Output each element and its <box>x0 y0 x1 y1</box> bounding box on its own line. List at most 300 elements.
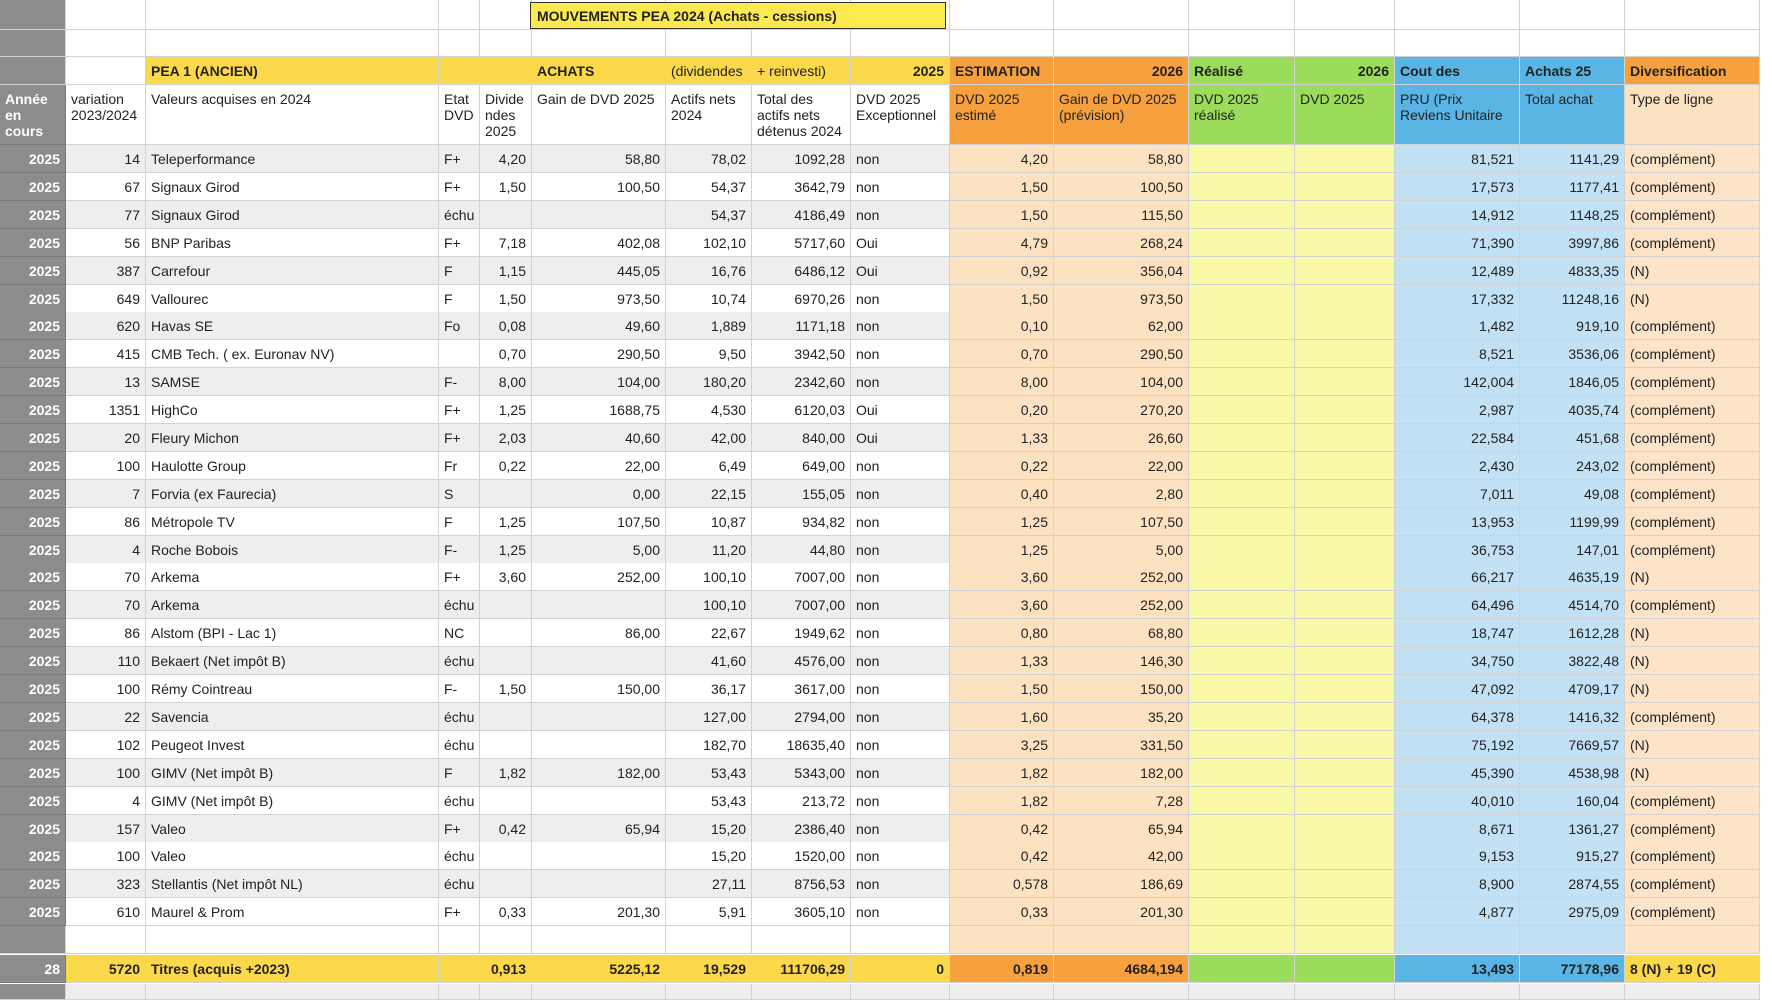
cell-variation[interactable]: 620 <box>66 312 146 340</box>
empty-cell[interactable] <box>0 984 66 1000</box>
cell-gain-dvd[interactable] <box>532 591 666 619</box>
empty-cell[interactable] <box>666 30 752 57</box>
cell-actifs-nets[interactable]: 6,49 <box>666 452 752 480</box>
cell-total-achat[interactable]: 49,08 <box>1520 480 1625 508</box>
cell-valeur[interactable]: Roche Bobois <box>146 536 439 564</box>
cell-dvd-2025[interactable] <box>1295 257 1395 285</box>
cell-gain-dvd[interactable] <box>532 870 666 898</box>
cell-actifs-nets[interactable]: 27,11 <box>666 870 752 898</box>
cell-dividendes[interactable] <box>480 787 532 815</box>
cell-variation[interactable]: 157 <box>66 815 146 843</box>
total-etat-dvd[interactable] <box>439 955 480 983</box>
cell-valeur[interactable]: Carrefour <box>146 257 439 285</box>
section-header-dividendes[interactable] <box>480 57 532 85</box>
cell-variation[interactable]: 100 <box>66 452 146 480</box>
section-header-annee[interactable] <box>0 57 66 85</box>
cell-annee[interactable]: 2025 <box>0 173 66 201</box>
cell-dividendes[interactable] <box>480 480 532 508</box>
cell-total-achat[interactable]: 1177,41 <box>1520 173 1625 201</box>
cell-etat-dvd[interactable]: échu <box>439 647 480 675</box>
cell-dvd-2025[interactable] <box>1295 563 1395 591</box>
cell-variation[interactable]: 4 <box>66 787 146 815</box>
empty-cell[interactable] <box>1295 0 1395 30</box>
empty-cell[interactable] <box>1054 30 1189 57</box>
total-dvd-2025[interactable] <box>1295 955 1395 983</box>
column-header-total-actifs[interactable]: Total des actifs nets détenus 2024 <box>752 85 851 145</box>
cell-actifs-nets[interactable]: 78,02 <box>666 145 752 173</box>
cell-pru[interactable]: 12,489 <box>1395 257 1520 285</box>
total-total-achat[interactable]: 77178,96 <box>1520 955 1625 983</box>
empty-cell[interactable] <box>1520 0 1625 30</box>
empty-cell[interactable] <box>480 30 532 57</box>
column-header-variation[interactable]: variation 2023/2024 <box>66 85 146 145</box>
cell-gain-dvd[interactable]: 973,50 <box>532 285 666 313</box>
cell-dvd-2025[interactable] <box>1295 285 1395 313</box>
cell-variation[interactable]: 102 <box>66 731 146 759</box>
column-header-gain-prevision[interactable]: Gain de DVD 2025 (prévision) <box>1054 85 1189 145</box>
empty-cell[interactable] <box>66 0 146 30</box>
cell-total-actifs[interactable]: 4576,00 <box>752 647 851 675</box>
cell-etat-dvd[interactable]: F+ <box>439 563 480 591</box>
cell-annee[interactable]: 2025 <box>0 591 66 619</box>
total-dividendes[interactable]: 0,913 <box>480 955 532 983</box>
section-header-etat-dvd[interactable] <box>439 57 480 85</box>
cell-dvd-realise[interactable] <box>1189 396 1295 424</box>
cell-dividendes[interactable]: 0,22 <box>480 452 532 480</box>
total-gain-dvd[interactable]: 5225,12 <box>532 955 666 983</box>
cell-total-achat[interactable]: 1416,32 <box>1520 703 1625 731</box>
cell-actifs-nets[interactable]: 53,43 <box>666 759 752 787</box>
cell-variation[interactable]: 100 <box>66 759 146 787</box>
cell-dvd-estime[interactable]: 0,92 <box>950 257 1054 285</box>
cell-dividendes[interactable]: 0,33 <box>480 898 532 926</box>
cell-total-actifs[interactable]: 213,72 <box>752 787 851 815</box>
cell-valeur[interactable]: CMB Tech. ( ex. Euronav NV) <box>146 340 439 368</box>
section-header-dvd-realise[interactable]: Réalisé <box>1189 57 1295 85</box>
cell-gain-prevision[interactable]: 7,28 <box>1054 787 1189 815</box>
cell-dvd-realise[interactable] <box>1189 229 1295 257</box>
cell-etat-dvd[interactable]: F+ <box>439 815 480 843</box>
cell-actifs-nets[interactable]: 15,20 <box>666 815 752 843</box>
cell-annee[interactable]: 2025 <box>0 285 66 313</box>
cell-total-actifs[interactable]: 649,00 <box>752 452 851 480</box>
cell-total-actifs[interactable]: 5343,00 <box>752 759 851 787</box>
cell-type-ligne[interactable]: (complément) <box>1625 703 1760 731</box>
cell-gain-dvd[interactable]: 0,00 <box>532 480 666 508</box>
cell-pru[interactable]: 2,987 <box>1395 396 1520 424</box>
cell-dividendes[interactable] <box>480 870 532 898</box>
cell-dvd-estime[interactable]: 1,33 <box>950 647 1054 675</box>
cell-variation[interactable]: 1351 <box>66 396 146 424</box>
empty-cell[interactable] <box>1295 30 1395 57</box>
cell-total-actifs[interactable]: 840,00 <box>752 424 851 452</box>
cell-pru[interactable]: 142,004 <box>1395 368 1520 396</box>
cell-dvd-realise[interactable] <box>1189 368 1295 396</box>
column-header-pru[interactable]: PRU (Prix Reviens Unitaire <box>1395 85 1520 145</box>
cell-dvd-2025[interactable] <box>1295 619 1395 647</box>
cell-actifs-nets[interactable]: 16,76 <box>666 257 752 285</box>
empty-cell[interactable] <box>666 984 752 1000</box>
cell-variation[interactable]: 13 <box>66 368 146 396</box>
cell-gain-dvd[interactable]: 182,00 <box>532 759 666 787</box>
cell-dividendes[interactable]: 8,00 <box>480 368 532 396</box>
cell-gain-prevision[interactable]: 65,94 <box>1054 815 1189 843</box>
cell-valeur[interactable]: GIMV (Net impôt B) <box>146 759 439 787</box>
cell-dvd-estime[interactable]: 0,33 <box>950 898 1054 926</box>
cell-total-actifs[interactable]: 4186,49 <box>752 201 851 229</box>
cell-total-achat[interactable]: 4833,35 <box>1520 257 1625 285</box>
empty-cell[interactable] <box>752 30 851 57</box>
cell-gain-dvd[interactable]: 49,60 <box>532 312 666 340</box>
cell-etat-dvd[interactable]: F- <box>439 675 480 703</box>
cell-gain-prevision[interactable]: 115,50 <box>1054 201 1189 229</box>
cell-total-actifs[interactable]: 6486,12 <box>752 257 851 285</box>
cell-dividendes[interactable]: 1,15 <box>480 257 532 285</box>
cell-dividendes[interactable]: 2,03 <box>480 424 532 452</box>
cell-gain-dvd[interactable] <box>532 201 666 229</box>
empty-cell[interactable] <box>66 30 146 57</box>
empty-cell[interactable] <box>1625 30 1760 57</box>
empty-cell[interactable] <box>480 984 532 1000</box>
cell-actifs-nets[interactable]: 5,91 <box>666 898 752 926</box>
empty-cell[interactable] <box>439 30 480 57</box>
cell-dvd-2025[interactable] <box>1295 229 1395 257</box>
cell-total-actifs[interactable]: 1092,28 <box>752 145 851 173</box>
cell-gain-dvd[interactable]: 86,00 <box>532 619 666 647</box>
cell-dvd-realise[interactable] <box>1189 285 1295 313</box>
cell-dvd-2025[interactable] <box>1295 675 1395 703</box>
empty-cell[interactable] <box>851 30 950 57</box>
column-header-dvd-2025[interactable]: DVD 2025 <box>1295 85 1395 145</box>
cell-total-actifs[interactable]: 7007,00 <box>752 563 851 591</box>
cell-pru[interactable]: 13,953 <box>1395 508 1520 536</box>
cell-type-ligne[interactable]: (N) <box>1625 257 1760 285</box>
cell-total-achat[interactable]: 919,10 <box>1520 312 1625 340</box>
cell-dvd-exceptionnel[interactable]: non <box>851 312 950 340</box>
cell-annee[interactable]: 2025 <box>0 257 66 285</box>
cell-gain-dvd[interactable]: 1688,75 <box>532 396 666 424</box>
cell-actifs-nets[interactable]: 36,17 <box>666 675 752 703</box>
column-header-total-achat[interactable]: Total achat <box>1520 85 1625 145</box>
cell-total-achat[interactable]: 2874,55 <box>1520 870 1625 898</box>
cell-valeur[interactable]: SAMSE <box>146 368 439 396</box>
cell-type-ligne[interactable]: (complément) <box>1625 787 1760 815</box>
cell-type-ligne[interactable]: (complément) <box>1625 842 1760 870</box>
cell-gain-prevision[interactable]: 104,00 <box>1054 368 1189 396</box>
cell-gain-dvd[interactable]: 100,50 <box>532 173 666 201</box>
cell-variation[interactable]: 110 <box>66 647 146 675</box>
empty-cell[interactable] <box>1189 0 1295 30</box>
empty-cell[interactable] <box>0 0 66 30</box>
cell-dvd-realise[interactable] <box>1189 675 1295 703</box>
total-pru[interactable]: 13,493 <box>1395 955 1520 983</box>
cell-etat-dvd[interactable]: F+ <box>439 173 480 201</box>
cell-gain-dvd[interactable]: 40,60 <box>532 424 666 452</box>
cell-gain-prevision[interactable]: 290,50 <box>1054 340 1189 368</box>
cell-gain-prevision[interactable]: 42,00 <box>1054 842 1189 870</box>
cell-valeur[interactable]: Valeo <box>146 842 439 870</box>
cell-dvd-realise[interactable] <box>1189 480 1295 508</box>
cell-dividendes[interactable] <box>480 731 532 759</box>
total-annee[interactable]: 28 <box>0 955 66 983</box>
cell-pru[interactable]: 8,671 <box>1395 815 1520 843</box>
cell-dividendes[interactable]: 7,18 <box>480 229 532 257</box>
empty-cell[interactable] <box>1520 984 1625 1000</box>
cell-dvd-realise[interactable] <box>1189 591 1295 619</box>
cell-annee[interactable]: 2025 <box>0 563 66 591</box>
cell-dvd-estime[interactable]: 0,22 <box>950 452 1054 480</box>
empty-cell[interactable] <box>1189 926 1295 954</box>
cell-dvd-2025[interactable] <box>1295 815 1395 843</box>
cell-dvd-2025[interactable] <box>1295 647 1395 675</box>
empty-cell[interactable] <box>950 30 1054 57</box>
cell-valeur[interactable]: Signaux Girod <box>146 201 439 229</box>
cell-gain-prevision[interactable]: 68,80 <box>1054 619 1189 647</box>
empty-cell[interactable] <box>1054 984 1189 1000</box>
cell-dvd-estime[interactable]: 1,25 <box>950 536 1054 564</box>
empty-cell[interactable] <box>532 30 666 57</box>
cell-variation[interactable]: 415 <box>66 340 146 368</box>
cell-total-achat[interactable]: 3997,86 <box>1520 229 1625 257</box>
empty-cell[interactable] <box>532 926 666 954</box>
cell-total-actifs[interactable]: 1171,18 <box>752 312 851 340</box>
cell-dvd-exceptionnel[interactable]: non <box>851 619 950 647</box>
cell-actifs-nets[interactable]: 22,15 <box>666 480 752 508</box>
cell-etat-dvd[interactable]: F- <box>439 368 480 396</box>
total-variation[interactable]: 5720 <box>66 955 146 983</box>
cell-type-ligne[interactable]: (complément) <box>1625 815 1760 843</box>
cell-dvd-realise[interactable] <box>1189 703 1295 731</box>
cell-pru[interactable]: 17,573 <box>1395 173 1520 201</box>
cell-dividendes[interactable]: 3,60 <box>480 563 532 591</box>
cell-total-achat[interactable]: 3822,48 <box>1520 647 1625 675</box>
total-dvd-estime[interactable]: 0,819 <box>950 955 1054 983</box>
cell-valeur[interactable]: Bekaert (Net impôt B) <box>146 647 439 675</box>
cell-dvd-2025[interactable] <box>1295 340 1395 368</box>
cell-dvd-estime[interactable]: 1,82 <box>950 759 1054 787</box>
cell-valeur[interactable]: Rémy Cointreau <box>146 675 439 703</box>
cell-gain-dvd[interactable]: 402,08 <box>532 229 666 257</box>
cell-gain-dvd[interactable]: 5,00 <box>532 536 666 564</box>
section-header-dvd-exceptionnel[interactable]: 2025 <box>851 57 950 85</box>
column-header-dvd-realise[interactable]: DVD 2025 réalisé <box>1189 85 1295 145</box>
cell-etat-dvd[interactable] <box>439 340 480 368</box>
cell-pru[interactable]: 17,332 <box>1395 285 1520 313</box>
cell-dvd-realise[interactable] <box>1189 647 1295 675</box>
cell-gain-prevision[interactable]: 186,69 <box>1054 870 1189 898</box>
cell-dividendes[interactable]: 1,50 <box>480 675 532 703</box>
cell-etat-dvd[interactable]: F <box>439 285 480 313</box>
cell-total-achat[interactable]: 1612,28 <box>1520 619 1625 647</box>
cell-dvd-exceptionnel[interactable]: non <box>851 536 950 564</box>
cell-gain-prevision[interactable]: 268,24 <box>1054 229 1189 257</box>
empty-cell[interactable] <box>1189 30 1295 57</box>
cell-dvd-exceptionnel[interactable]: non <box>851 898 950 926</box>
empty-cell[interactable] <box>146 30 439 57</box>
empty-cell[interactable] <box>1054 926 1189 954</box>
cell-annee[interactable]: 2025 <box>0 870 66 898</box>
column-header-annee[interactable]: Année en cours <box>0 85 66 145</box>
cell-type-ligne[interactable]: (complément) <box>1625 536 1760 564</box>
cell-total-achat[interactable]: 915,27 <box>1520 842 1625 870</box>
cell-type-ligne[interactable]: (complément) <box>1625 452 1760 480</box>
cell-actifs-nets[interactable]: 42,00 <box>666 424 752 452</box>
cell-dvd-realise[interactable] <box>1189 898 1295 926</box>
cell-annee[interactable]: 2025 <box>0 229 66 257</box>
cell-dvd-2025[interactable] <box>1295 759 1395 787</box>
cell-dividendes[interactable] <box>480 647 532 675</box>
cell-total-actifs[interactable]: 1949,62 <box>752 619 851 647</box>
empty-cell[interactable] <box>480 0 532 30</box>
cell-gain-prevision[interactable]: 331,50 <box>1054 731 1189 759</box>
cell-gain-dvd[interactable] <box>532 731 666 759</box>
section-header-variation[interactable] <box>66 57 146 85</box>
cell-actifs-nets[interactable]: 10,74 <box>666 285 752 313</box>
cell-dvd-2025[interactable] <box>1295 201 1395 229</box>
empty-cell[interactable] <box>480 926 532 954</box>
cell-type-ligne[interactable]: (complément) <box>1625 480 1760 508</box>
cell-dvd-2025[interactable] <box>1295 536 1395 564</box>
cell-dvd-exceptionnel[interactable]: non <box>851 563 950 591</box>
cell-pru[interactable]: 34,750 <box>1395 647 1520 675</box>
cell-total-actifs[interactable]: 3642,79 <box>752 173 851 201</box>
cell-total-actifs[interactable]: 2386,40 <box>752 815 851 843</box>
cell-dividendes[interactable]: 0,08 <box>480 312 532 340</box>
cell-actifs-nets[interactable]: 1,889 <box>666 312 752 340</box>
cell-pru[interactable]: 9,153 <box>1395 842 1520 870</box>
cell-annee[interactable]: 2025 <box>0 340 66 368</box>
cell-gain-prevision[interactable]: 58,80 <box>1054 145 1189 173</box>
cell-dvd-exceptionnel[interactable]: non <box>851 703 950 731</box>
cell-dividendes[interactable]: 1,82 <box>480 759 532 787</box>
empty-cell[interactable] <box>950 0 1054 30</box>
cell-pru[interactable]: 75,192 <box>1395 731 1520 759</box>
cell-dvd-exceptionnel[interactable]: non <box>851 508 950 536</box>
cell-variation[interactable]: 22 <box>66 703 146 731</box>
cell-actifs-nets[interactable]: 100,10 <box>666 591 752 619</box>
total-dvd-realise[interactable] <box>1189 955 1295 983</box>
cell-dvd-estime[interactable]: 3,60 <box>950 563 1054 591</box>
empty-cell[interactable] <box>752 984 851 1000</box>
cell-actifs-nets[interactable]: 54,37 <box>666 201 752 229</box>
cell-gain-prevision[interactable]: 252,00 <box>1054 591 1189 619</box>
cell-valeur[interactable]: Vallourec <box>146 285 439 313</box>
cell-dvd-2025[interactable] <box>1295 368 1395 396</box>
cell-pru[interactable]: 47,092 <box>1395 675 1520 703</box>
cell-gain-prevision[interactable]: 150,00 <box>1054 675 1189 703</box>
cell-actifs-nets[interactable]: 9,50 <box>666 340 752 368</box>
cell-total-actifs[interactable]: 2342,60 <box>752 368 851 396</box>
column-header-etat-dvd[interactable]: Etat DVD <box>439 85 480 145</box>
cell-variation[interactable]: 649 <box>66 285 146 313</box>
column-header-dvd-exceptionnel[interactable]: DVD 2025 Exceptionnel <box>851 85 950 145</box>
cell-variation[interactable]: 20 <box>66 424 146 452</box>
cell-dvd-2025[interactable] <box>1295 452 1395 480</box>
cell-variation[interactable]: 4 <box>66 536 146 564</box>
column-header-dvd-estime[interactable]: DVD 2025 estimé <box>950 85 1054 145</box>
cell-pru[interactable]: 8,900 <box>1395 870 1520 898</box>
cell-gain-prevision[interactable]: 201,30 <box>1054 898 1189 926</box>
cell-actifs-nets[interactable]: 127,00 <box>666 703 752 731</box>
cell-total-achat[interactable]: 160,04 <box>1520 787 1625 815</box>
cell-dividendes[interactable] <box>480 201 532 229</box>
cell-dividendes[interactable]: 0,42 <box>480 815 532 843</box>
empty-cell[interactable] <box>0 30 66 57</box>
cell-dvd-exceptionnel[interactable]: non <box>851 787 950 815</box>
cell-valeur[interactable]: GIMV (Net impôt B) <box>146 787 439 815</box>
cell-total-actifs[interactable]: 1520,00 <box>752 842 851 870</box>
cell-valeur[interactable]: Stellantis (Net impôt NL) <box>146 870 439 898</box>
cell-dvd-2025[interactable] <box>1295 591 1395 619</box>
cell-total-achat[interactable]: 4538,98 <box>1520 759 1625 787</box>
cell-dvd-2025[interactable] <box>1295 312 1395 340</box>
empty-cell[interactable] <box>1189 984 1295 1000</box>
cell-valeur[interactable]: Peugeot Invest <box>146 731 439 759</box>
cell-actifs-nets[interactable]: 11,20 <box>666 536 752 564</box>
cell-type-ligne[interactable]: (N) <box>1625 675 1760 703</box>
cell-pru[interactable]: 2,430 <box>1395 452 1520 480</box>
cell-dvd-realise[interactable] <box>1189 173 1295 201</box>
empty-cell[interactable] <box>666 926 752 954</box>
cell-dvd-2025[interactable] <box>1295 703 1395 731</box>
cell-dvd-exceptionnel[interactable]: Oui <box>851 229 950 257</box>
cell-total-achat[interactable]: 4035,74 <box>1520 396 1625 424</box>
cell-dvd-exceptionnel[interactable]: non <box>851 870 950 898</box>
column-header-type-ligne[interactable]: Type de ligne <box>1625 85 1760 145</box>
empty-cell[interactable] <box>1520 926 1625 954</box>
cell-dvd-realise[interactable] <box>1189 452 1295 480</box>
cell-annee[interactable]: 2025 <box>0 508 66 536</box>
cell-annee[interactable]: 2025 <box>0 480 66 508</box>
empty-cell[interactable] <box>146 926 439 954</box>
cell-etat-dvd[interactable]: échu <box>439 591 480 619</box>
cell-dvd-2025[interactable] <box>1295 396 1395 424</box>
empty-cell[interactable] <box>1625 926 1760 954</box>
section-header-valeur[interactable]: PEA 1 (ANCIEN) <box>146 57 439 85</box>
cell-type-ligne[interactable]: (N) <box>1625 731 1760 759</box>
cell-etat-dvd[interactable]: échu <box>439 201 480 229</box>
empty-cell[interactable] <box>66 984 146 1000</box>
cell-total-achat[interactable]: 1199,99 <box>1520 508 1625 536</box>
cell-total-achat[interactable]: 1361,27 <box>1520 815 1625 843</box>
cell-etat-dvd[interactable]: échu <box>439 703 480 731</box>
cell-total-actifs[interactable]: 5717,60 <box>752 229 851 257</box>
empty-cell[interactable] <box>1395 984 1520 1000</box>
cell-dvd-exceptionnel[interactable]: non <box>851 201 950 229</box>
cell-etat-dvd[interactable]: F+ <box>439 145 480 173</box>
empty-cell[interactable] <box>1295 984 1395 1000</box>
cell-dvd-exceptionnel[interactable]: non <box>851 480 950 508</box>
empty-cell[interactable] <box>1295 926 1395 954</box>
cell-actifs-nets[interactable]: 180,20 <box>666 368 752 396</box>
cell-dvd-estime[interactable]: 0,10 <box>950 312 1054 340</box>
cell-total-actifs[interactable]: 6120,03 <box>752 396 851 424</box>
cell-gain-dvd[interactable]: 252,00 <box>532 563 666 591</box>
cell-total-achat[interactable]: 1141,29 <box>1520 145 1625 173</box>
empty-cell[interactable] <box>1054 0 1189 30</box>
cell-annee[interactable]: 2025 <box>0 201 66 229</box>
cell-type-ligne[interactable]: (N) <box>1625 619 1760 647</box>
cell-gain-prevision[interactable]: 26,60 <box>1054 424 1189 452</box>
cell-gain-dvd[interactable]: 107,50 <box>532 508 666 536</box>
cell-type-ligne[interactable]: (complément) <box>1625 145 1760 173</box>
cell-type-ligne[interactable]: (complément) <box>1625 898 1760 926</box>
cell-type-ligne[interactable]: (complément) <box>1625 312 1760 340</box>
cell-dvd-exceptionnel[interactable]: non <box>851 591 950 619</box>
cell-etat-dvd[interactable]: F <box>439 759 480 787</box>
cell-dvd-exceptionnel[interactable]: non <box>851 285 950 313</box>
cell-annee[interactable]: 2025 <box>0 312 66 340</box>
